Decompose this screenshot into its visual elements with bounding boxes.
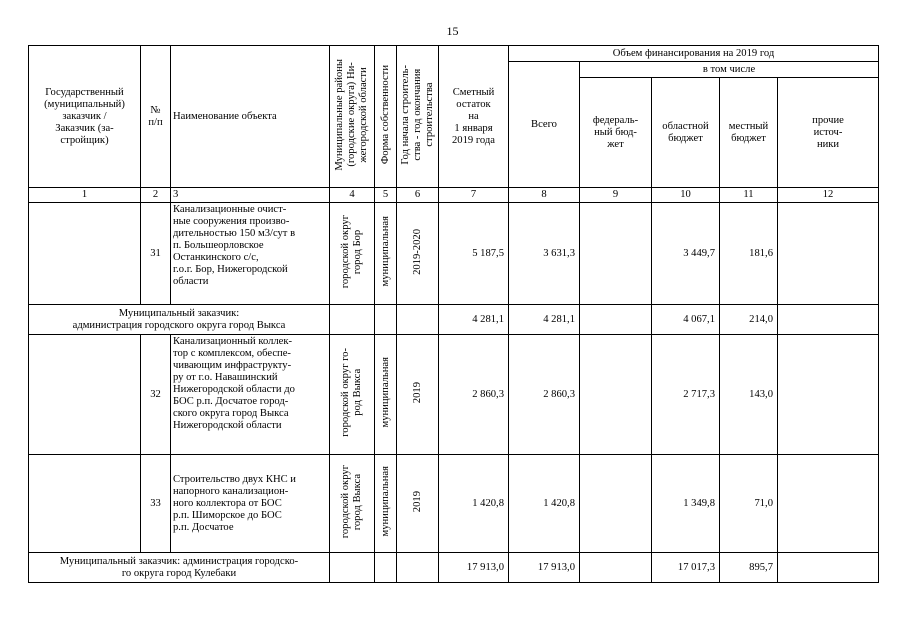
total: 3 631,3: [509, 203, 580, 305]
table-row: [29, 335, 879, 455]
row-number: 31: [141, 203, 171, 305]
district: городской округ город Выкса: [340, 464, 363, 539]
federal: [580, 203, 652, 305]
col-number: 12: [778, 188, 879, 203]
local: 895,7: [720, 553, 778, 583]
regional: 1 349,8: [652, 455, 720, 553]
local: 71,0: [720, 455, 778, 553]
remainder: 1 420,8: [439, 455, 509, 553]
federal: [580, 335, 652, 455]
remainder: 4 281,1: [439, 305, 509, 335]
header-including: в том числе: [580, 62, 879, 78]
other: [778, 335, 879, 455]
ownership: муниципальная: [379, 216, 391, 287]
group-customer: Муниципальный заказчик: администрация городско- го округа город Кулебаки: [29, 553, 330, 583]
table-row: [29, 455, 879, 553]
remainder: 5 187,5: [439, 203, 509, 305]
remainder: 2 860,3: [439, 335, 509, 455]
years: 2019: [411, 490, 423, 513]
ownership: муниципальная: [379, 357, 391, 428]
header-remainder: Сметный остаток на 1 января 2019 года: [439, 46, 509, 188]
header-district: Муниципальные районы (городские округа) Ни- жегородской области: [334, 58, 369, 171]
group-row: [29, 305, 879, 335]
object-name: Канализационный коллек- тор с комплексом, обеспе- чивающим инфраструкту- ру от г.о. Навашинский Нижегородской области до БОС р.п. Досчатое город- ского округа город Выкса Нижегородской области: [171, 335, 330, 455]
district: городской округ го- род Выкса: [340, 348, 363, 437]
customer-cell: [29, 203, 141, 305]
header-other: прочие источ- ники: [778, 78, 879, 188]
header-federal: федераль- ный бюд- жет: [580, 78, 652, 188]
header-customer: Государственный (муниципальный) заказчик / Заказчик (за- стройщик): [29, 46, 141, 188]
object-name: Строительство двух КНС и напорного канализацион- ного коллектора от БОС р.п. Шиморское до БОС р.п. Досчатое: [171, 455, 330, 553]
row-number: 33: [141, 455, 171, 553]
col-number: 9: [580, 188, 652, 203]
regional: 4 067,1: [652, 305, 720, 335]
header-years: Год начала строитель- ства - год окончания строительства: [399, 64, 435, 165]
total: 4 281,1: [509, 305, 580, 335]
other: [778, 203, 879, 305]
row-number: 32: [141, 335, 171, 455]
col-number: 7: [439, 188, 509, 203]
federal: [580, 455, 652, 553]
header-financing: Объем финансирования на 2019 год: [509, 46, 879, 62]
header-ownership: Форма собственности: [379, 64, 391, 165]
page-number: 15: [446, 24, 459, 38]
col-number: 1: [29, 188, 141, 203]
group-customer: Муниципальный заказчик: администрация городского округа город Выкса: [29, 305, 330, 335]
col-number: 4: [330, 188, 375, 203]
ownership: муниципальная: [379, 466, 391, 537]
remainder: 17 913,0: [439, 553, 509, 583]
financing-table: [28, 45, 879, 583]
header-total: Всего: [509, 62, 580, 188]
regional: 2 717,3: [652, 335, 720, 455]
col-number: 5: [375, 188, 397, 203]
col-number: 11: [720, 188, 778, 203]
local: 181,6: [720, 203, 778, 305]
regional: 3 449,7: [652, 203, 720, 305]
col-number: 8: [509, 188, 580, 203]
years: 2019-2020: [411, 228, 423, 275]
col-number: 2: [141, 188, 171, 203]
regional: 17 017,3: [652, 553, 720, 583]
customer-cell: [29, 335, 141, 455]
local: 214,0: [720, 305, 778, 335]
column-number-row: [29, 188, 879, 203]
other: [778, 455, 879, 553]
local: 143,0: [720, 335, 778, 455]
district: городской округ город Бор: [340, 214, 363, 289]
total: 1 420,8: [509, 455, 580, 553]
group-row: [29, 553, 879, 583]
table-row: [29, 203, 879, 305]
total: 17 913,0: [509, 553, 580, 583]
years: 2019: [411, 381, 423, 404]
header-npp: № п/п: [141, 46, 171, 188]
header-name: Наименование объекта: [171, 46, 330, 188]
col-number: 6: [397, 188, 439, 203]
header-regional: областной бюджет: [652, 78, 720, 188]
col-number: 3: [171, 188, 330, 203]
object-name: Канализационные очист- ные сооружения произво- дительностью 150 м3/сут в п. Большеорловское Останкинского с/с, г.о.г. Бор, Нижегородской области: [171, 203, 330, 305]
total: 2 860,3: [509, 335, 580, 455]
col-number: 10: [652, 188, 720, 203]
customer-cell: [29, 455, 141, 553]
header-local: местный бюджет: [720, 78, 778, 188]
